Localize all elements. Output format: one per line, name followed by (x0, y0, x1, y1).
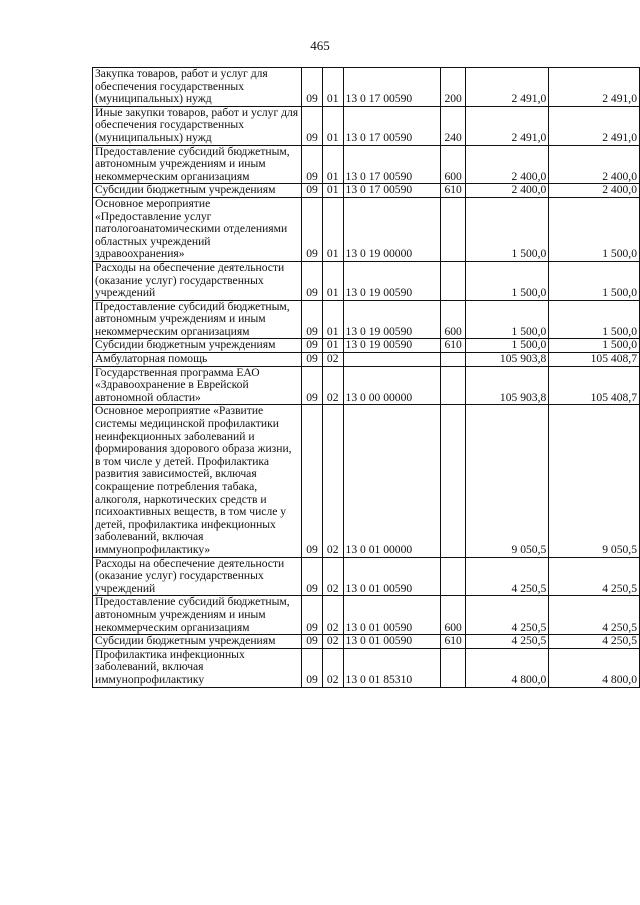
row-name-cell (93, 197, 302, 261)
row-name-cell (93, 596, 302, 635)
row-name-cell (93, 405, 302, 557)
row-subsection: 02 (322, 596, 343, 635)
row-subsection: 01 (322, 339, 343, 353)
row-amount-2: 4 250,5 (549, 596, 640, 635)
row-target-code: 13 0 00 00000 (343, 366, 441, 405)
row-expense-type: 200 (441, 68, 466, 107)
row-subsection: 01 (322, 145, 343, 184)
row-amount-2: 105 408,7 (549, 366, 640, 405)
row-amount-2: 1 500,0 (549, 197, 640, 261)
row-name: Государственная программа ЕАО «Здравоохранение в Еврейской автономной области» (95, 365, 260, 404)
row-amount-2: 1 500,0 (549, 261, 640, 300)
row-amount-2: 4 250,5 (549, 635, 640, 649)
row-amount-1: 105 903,8 (466, 366, 549, 405)
row-target-code: 13 0 19 00590 (343, 300, 441, 339)
row-section: 09 (302, 145, 323, 184)
row-amount-1: 2 400,0 (466, 184, 549, 198)
row-name: Расходы на обеспечение деятельности (оказание услуг) государственных учреждений (95, 556, 285, 595)
table-row (93, 635, 640, 649)
row-name-cell (93, 261, 302, 300)
row-target-code: 13 0 17 00590 (343, 68, 441, 107)
row-subsection: 01 (322, 197, 343, 261)
table-row (93, 366, 640, 405)
table-row (93, 261, 640, 300)
row-section: 09 (302, 635, 323, 649)
row-amount-2: 1 500,0 (549, 300, 640, 339)
table-row (93, 106, 640, 145)
row-subsection: 02 (322, 635, 343, 649)
row-name-cell (93, 106, 302, 145)
row-amount-1: 4 250,5 (466, 596, 549, 635)
row-expense-type: 610 (441, 635, 466, 649)
row-name: Предоставление субсидий бюджетным, автономным учреждениям и иным некоммерческим организациям (95, 299, 290, 338)
row-name-cell (93, 68, 302, 107)
table-row (93, 339, 640, 353)
row-expense-type: 600 (441, 145, 466, 184)
page-number: 465 (310, 38, 330, 53)
row-expense-type: 610 (441, 184, 466, 198)
row-expense-type: 600 (441, 300, 466, 339)
row-target-code: 13 0 17 00590 (343, 184, 441, 198)
row-target-code: 13 0 17 00590 (343, 106, 441, 145)
row-amount-2: 105 408,7 (549, 353, 640, 367)
row-expense-type (441, 405, 466, 557)
row-amount-1: 4 800,0 (466, 648, 549, 687)
row-name-cell (93, 353, 302, 367)
row-name: Основное мероприятие «Предоставление услуг патологоанатомическими отделениями областных учреждений здравоохранения» (95, 196, 288, 261)
row-expense-type (441, 648, 466, 687)
row-section: 09 (302, 339, 323, 353)
row-amount-1: 4 250,5 (466, 635, 549, 649)
row-amount-1: 1 500,0 (466, 261, 549, 300)
row-amount-1: 4 250,5 (466, 557, 549, 596)
row-section: 09 (302, 353, 323, 367)
row-name: Иные закупки товаров, работ и услуг для обеспечения государственных (муниципальных) нужд (95, 105, 299, 144)
row-section: 09 (302, 405, 323, 557)
row-target-code: 13 0 01 00590 (343, 635, 441, 649)
row-name: Закупка товаров, работ и услуг для обеспечения государственных (муниципальных) нужд (95, 67, 268, 106)
row-target-code: 13 0 01 00590 (343, 596, 441, 635)
row-section: 09 (302, 68, 323, 107)
row-name-cell (93, 184, 302, 198)
row-name: Расходы на обеспечение деятельности (оказание услуг) государственных учреждений (95, 260, 285, 300)
row-name-cell (93, 557, 302, 596)
row-amount-1: 9 050,5 (466, 405, 549, 557)
row-expense-type: 610 (441, 339, 466, 353)
row-section: 09 (302, 261, 323, 300)
row-expense-type (441, 353, 466, 367)
row-amount-1: 2 491,0 (466, 68, 549, 107)
row-amount-2: 4 250,5 (549, 557, 640, 596)
row-expense-type: 240 (441, 106, 466, 145)
row-name: Профилактика инфекционных заболеваний, включая иммунопрофилактику (95, 647, 245, 686)
row-target-code: 13 0 19 00000 (343, 197, 441, 261)
row-name: Субсидии бюджетным учреждениям (95, 338, 276, 352)
row-section: 09 (302, 648, 323, 687)
row-name-cell (93, 339, 302, 353)
row-target-code: 13 0 19 00590 (343, 261, 441, 300)
table-row (93, 197, 640, 261)
row-name-cell (93, 300, 302, 339)
row-section: 09 (302, 197, 323, 261)
row-target-code: 13 0 01 00000 (343, 405, 441, 557)
row-section: 09 (302, 557, 323, 596)
row-amount-2: 4 800,0 (549, 648, 640, 687)
row-subsection: 02 (322, 353, 343, 367)
row-subsection: 02 (322, 648, 343, 687)
row-subsection: 02 (322, 366, 343, 405)
table-row (93, 557, 640, 596)
row-expense-type (441, 366, 466, 405)
row-subsection: 01 (322, 184, 343, 198)
row-subsection: 02 (322, 405, 343, 557)
row-amount-1: 1 500,0 (466, 300, 549, 339)
row-target-code (343, 353, 441, 367)
row-amount-1: 1 500,0 (466, 339, 549, 353)
row-name-cell (93, 366, 302, 405)
table-row (93, 184, 640, 198)
row-name-cell (93, 635, 302, 649)
row-amount-1: 1 500,0 (466, 197, 549, 261)
row-name: Предоставление субсидий бюджетным, автономным учреждениям и иным некоммерческим организациям (95, 595, 290, 634)
row-amount-2: 2 400,0 (549, 184, 640, 198)
table-row (93, 596, 640, 635)
table-row (93, 68, 640, 107)
row-amount-2: 2 491,0 (549, 68, 640, 107)
row-amount-2: 2 400,0 (549, 145, 640, 184)
row-amount-1: 2 491,0 (466, 106, 549, 145)
row-name-cell (93, 145, 302, 184)
row-subsection: 01 (322, 261, 343, 300)
row-section: 09 (302, 184, 323, 198)
row-expense-type (441, 197, 466, 261)
row-amount-1: 105 903,8 (466, 353, 549, 367)
row-expense-type (441, 261, 466, 300)
row-section: 09 (302, 300, 323, 339)
row-subsection: 02 (322, 557, 343, 596)
table-row (93, 145, 640, 184)
row-name: Субсидии бюджетным учреждениям (95, 634, 276, 648)
budget-table (92, 67, 640, 688)
table-row (93, 300, 640, 339)
row-subsection: 01 (322, 300, 343, 339)
row-amount-2: 9 050,5 (549, 405, 640, 557)
row-section: 09 (302, 596, 323, 635)
row-name: Субсидии бюджетным учреждениям (95, 183, 276, 197)
row-target-code: 13 0 17 00590 (343, 145, 441, 184)
table-row (93, 648, 640, 687)
row-target-code: 13 0 01 00590 (343, 557, 441, 596)
row-name: Предоставление субсидий бюджетным, автономным учреждениям и иным некоммерческим организациям (95, 144, 290, 183)
row-target-code: 13 0 19 00590 (343, 339, 441, 353)
row-amount-2: 2 491,0 (549, 106, 640, 145)
row-subsection: 01 (322, 106, 343, 145)
row-name: Основное мероприятие «Развитие системы медицинской профилактики неинфекционных заболеваний и формирования здорового образа жизни, в том числе у детей. Профилактика развития зависимостей, включая сокращение потребления табака, алкоголя, наркотических средств и психоактивных веществ, в том числе у детей, профилактика инфекционных заболеваний, включая иммунопрофилактику» (95, 404, 292, 556)
row-expense-type (441, 557, 466, 596)
row-amount-2: 1 500,0 (549, 339, 640, 353)
row-section: 09 (302, 366, 323, 405)
row-section: 09 (302, 106, 323, 145)
row-subsection: 01 (322, 68, 343, 107)
budget-table-body (93, 68, 640, 688)
row-expense-type: 600 (441, 596, 466, 635)
table-row (93, 353, 640, 367)
row-name: Амбулаторная помощь (95, 352, 208, 366)
table-row (93, 405, 640, 557)
row-amount-1: 2 400,0 (466, 145, 549, 184)
row-target-code: 13 0 01 85310 (343, 648, 441, 687)
row-name-cell (93, 648, 302, 687)
